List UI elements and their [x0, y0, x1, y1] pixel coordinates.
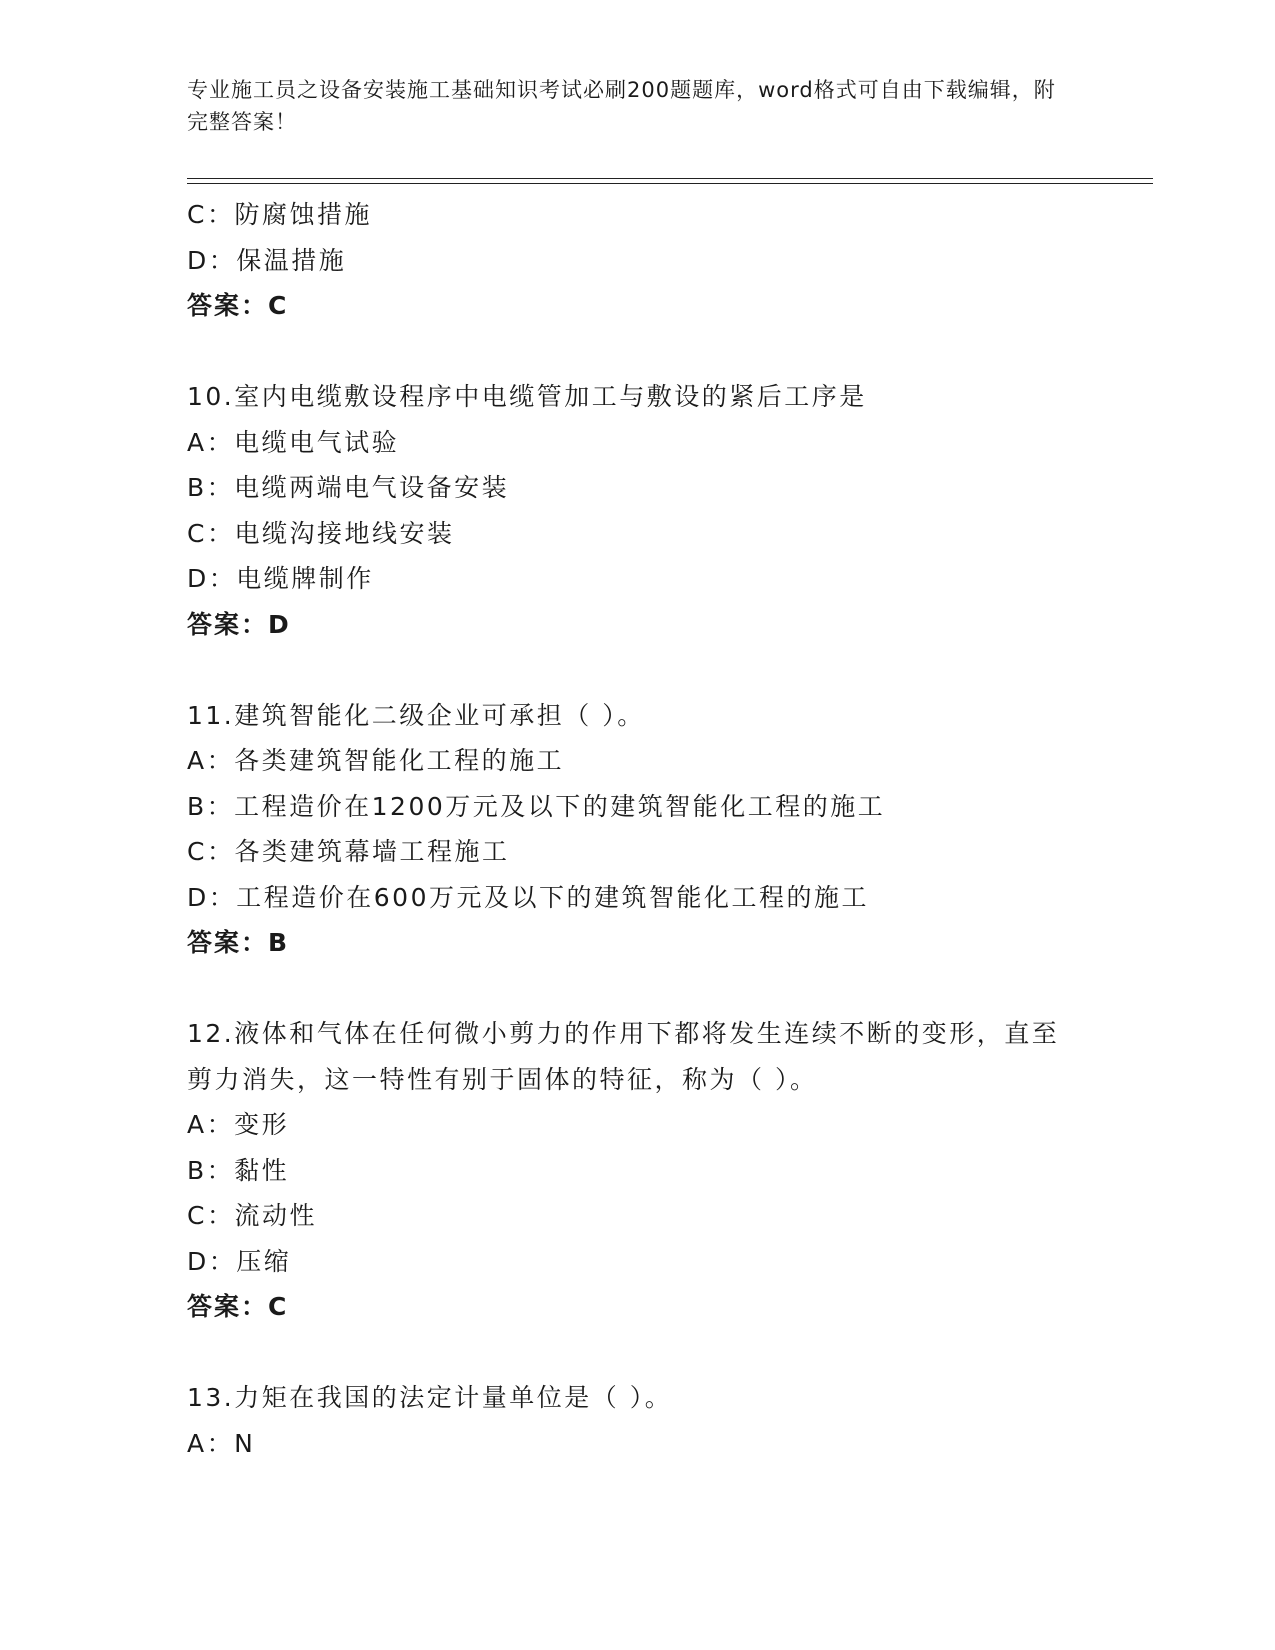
option-a: A：变形 [187, 1110, 290, 1139]
option-c: C：各类建筑幕墙工程施工 [187, 837, 510, 866]
question-11 [187, 693, 1087, 966]
option-d: D：保温措施 [187, 245, 347, 275]
answer-label: 答案：D [187, 609, 291, 639]
question-text: 10.室内电缆敷设程序中电缆管加工与敷设的紧后工序是 [187, 382, 867, 411]
answer-label: 答案：C [187, 291, 289, 320]
header-divider-top [187, 178, 1153, 179]
spacer [187, 966, 1087, 1012]
option-a: A：电缆电气试验 [187, 427, 400, 457]
option-d: D：压缩 [187, 1246, 292, 1276]
option-d: D：工程造价在600万元及以下的建筑智能化工程的施工 [187, 882, 869, 912]
option-c: C：流动性 [187, 1201, 317, 1230]
answer-label: 答案：C [187, 1292, 289, 1321]
question-list [187, 192, 1087, 1466]
spacer [187, 647, 1087, 693]
header-divider-bottom [187, 183, 1153, 184]
option-b: B：电缆两端电气设备安装 [187, 473, 510, 502]
answer-label: 答案：B [187, 928, 290, 957]
question-10 [187, 374, 1087, 647]
question-12 [187, 1011, 1087, 1330]
option-b: B：工程造价在1200万元及以下的建筑智能化工程的施工 [187, 791, 886, 821]
option-a: A：N [187, 1428, 256, 1458]
option-b: B：黏性 [187, 1155, 290, 1185]
spacer [187, 1330, 1087, 1376]
page-header-title: 专业施工员之设备安装施工基础知识考试必刷200题题库，word格式可自由下载编辑，附完整答案！ [187, 78, 1056, 134]
option-c: C：防腐蚀措施 [187, 200, 372, 229]
option-c: C：电缆沟接地线安装 [187, 518, 455, 548]
question-13 [187, 1375, 1087, 1466]
question-text: 12.液体和气体在任何微小剪力的作用下都将发生连续不断的变形，直至剪力消失，这一特性有别于固体的特征，称为（ ）。 [187, 1019, 1060, 1094]
option-a: A：各类建筑智能化工程的施工 [187, 746, 565, 775]
option-d: D：电缆牌制作 [187, 564, 374, 593]
question-9-tail [187, 192, 1087, 329]
spacer [187, 329, 1087, 375]
question-text: 11.建筑智能化二级企业可承担（ ）。 [187, 700, 645, 730]
question-text: 13.力矩在我国的法定计量单位是（ ）。 [187, 1383, 673, 1412]
